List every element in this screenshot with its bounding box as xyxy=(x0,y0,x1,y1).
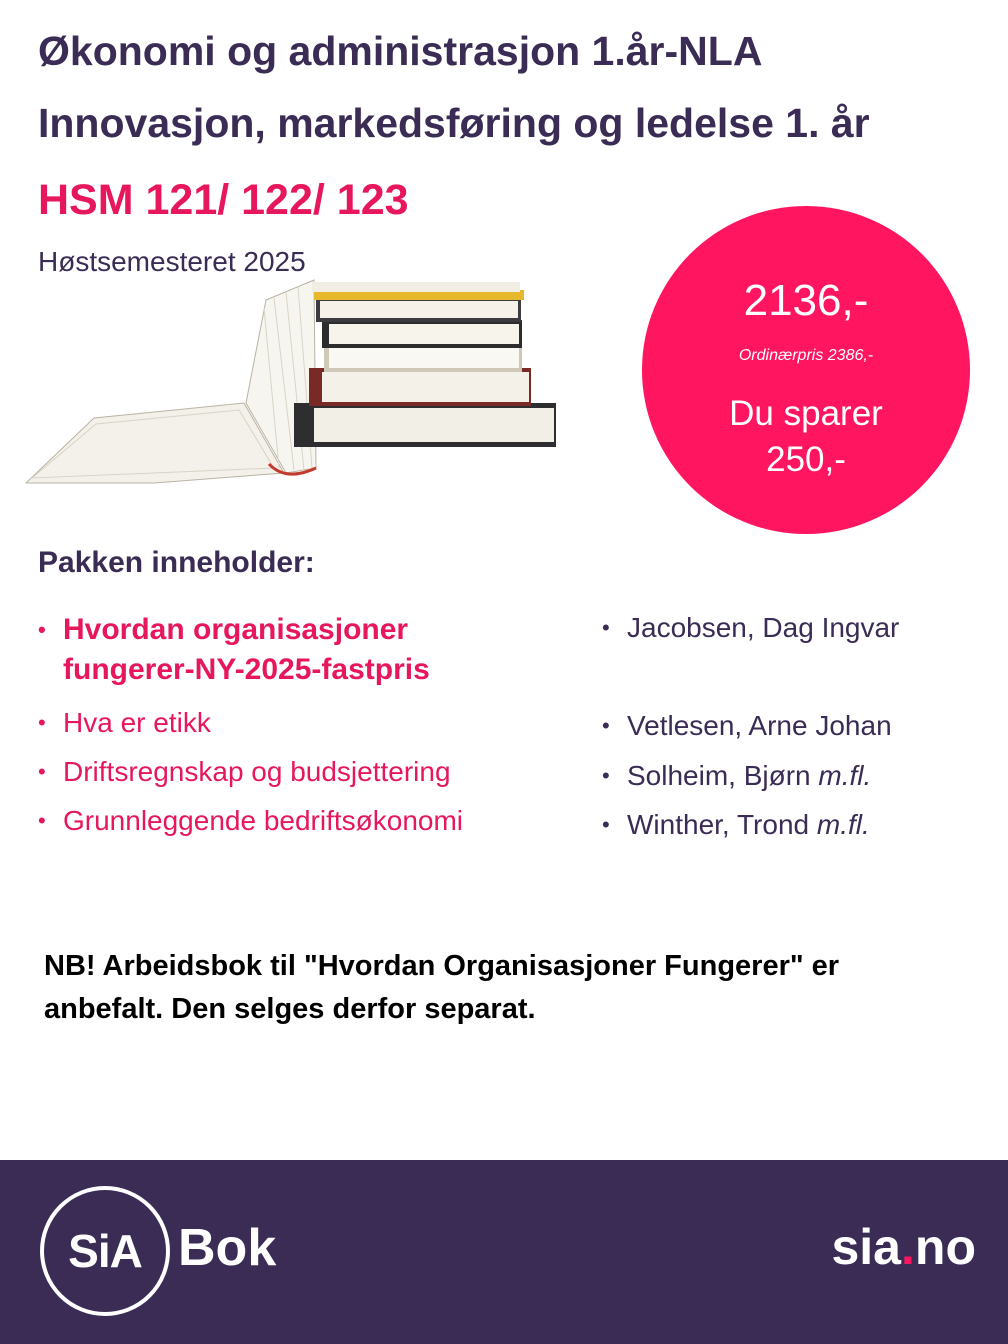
book-author-4 xyxy=(602,804,870,845)
book-title-3 xyxy=(38,751,451,792)
author-name: Vetlesen, Arne Johan xyxy=(627,710,892,741)
package-price: 2136,- xyxy=(743,276,869,325)
website-link[interactable] xyxy=(831,1218,976,1276)
author-name: Jacobsen, Dag Ingvar xyxy=(627,612,900,643)
book-title-text: Hvordan organisasjoner fungerer-NY-2025-fastpris xyxy=(63,613,430,686)
footer xyxy=(0,1160,1008,1344)
book-author-1 xyxy=(602,607,900,648)
ordinary-price: Ordinærpris 2386,- xyxy=(738,347,874,364)
author-suffix: m.fl. xyxy=(816,809,870,840)
bullet-icon: • xyxy=(38,759,46,784)
bullet-icon: • xyxy=(38,710,46,735)
price-badge xyxy=(642,206,970,534)
title-line-1: Økonomi og administrasjon 1.år-NLA xyxy=(38,28,763,74)
book-title-text: Hva er etikk xyxy=(63,707,211,738)
workbook-note: NB! Arbeidsbok til "Hvordan Organisasjoner Fungerer" er anbefalt. Den selges derfor separat. xyxy=(44,950,840,1025)
bullet-icon: • xyxy=(602,713,610,738)
semester: Høstsemesteret 2025 xyxy=(38,246,306,277)
book-title-2 xyxy=(38,702,211,743)
savings-amount: 250,- xyxy=(766,440,846,479)
savings xyxy=(642,391,970,483)
website-name: sia xyxy=(831,1219,901,1275)
website-dot: . xyxy=(901,1219,915,1275)
books-illustration xyxy=(24,268,564,498)
book-author-2 xyxy=(602,705,892,746)
book-stack-image xyxy=(294,282,556,447)
package-heading: Pakken inneholder: xyxy=(38,546,315,579)
author-name: Solheim, Bjørn xyxy=(627,760,811,791)
author-suffix: m.fl. xyxy=(818,760,872,791)
savings-label: Du sparer xyxy=(729,394,883,433)
sia-logo-text: SiA xyxy=(68,1225,142,1277)
book-author-3 xyxy=(602,755,872,796)
title-line-2: Innovasjon, markedsføring og ledelse 1. år xyxy=(38,100,870,146)
website-tld: no xyxy=(914,1219,976,1275)
book-title-1 xyxy=(38,610,543,690)
bok-logo-text: Bok xyxy=(178,1219,277,1277)
open-book-image xyxy=(26,280,316,483)
bullet-icon: • xyxy=(38,808,46,833)
book-title-text: Driftsregnskap og budsjettering xyxy=(63,756,451,787)
course-code: HSM 121/ 122/ 123 xyxy=(38,176,409,224)
bullet-icon: • xyxy=(602,615,610,640)
author-name: Winther, Trond xyxy=(627,809,810,840)
sia-logo[interactable] xyxy=(40,1186,170,1316)
book-title-4 xyxy=(38,800,464,841)
bullet-icon: • xyxy=(38,617,46,642)
book-title-text: Grunnleggende bedriftsøkonomi xyxy=(63,805,464,836)
bullet-icon: • xyxy=(602,812,610,837)
bullet-icon: • xyxy=(602,763,610,788)
